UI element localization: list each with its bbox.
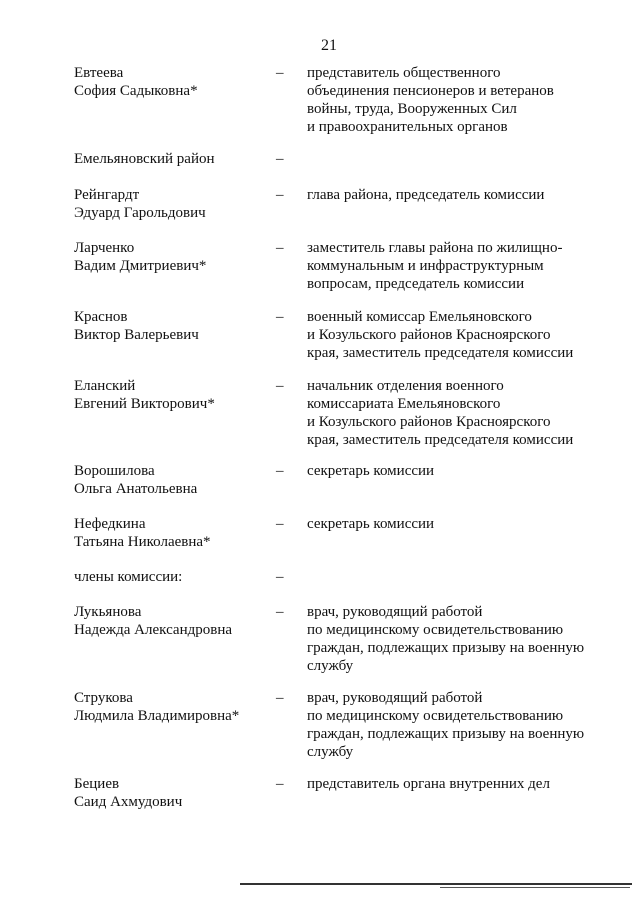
member-role-line: военный комиссар Емельяновского <box>307 309 532 325</box>
scan-edge-line <box>440 887 630 888</box>
scan-edge-line <box>240 883 632 885</box>
member-role-line: начальник отделения военного <box>307 378 504 394</box>
member-name <box>74 515 274 551</box>
member-role-line: заместитель главы района по жилищно- <box>307 240 563 256</box>
member-role <box>307 308 607 362</box>
separator-dash: – <box>276 65 284 81</box>
member-name-line: Ворошилова <box>74 463 155 479</box>
member-name-line: Краснов <box>74 309 128 325</box>
member-name <box>74 462 274 498</box>
member-name <box>74 64 274 100</box>
member-role-line: и правоохранительных органов <box>307 119 508 135</box>
member-role <box>307 377 607 449</box>
member-name-line: Надежда Александровна <box>74 622 232 638</box>
member-role-line: врач, руководящий работой <box>307 690 483 706</box>
member-role <box>307 186 607 204</box>
member-role-line: службу <box>307 744 354 760</box>
member-name-line: Евтеева <box>74 65 124 81</box>
member-role-line: секретарь комиссии <box>307 516 435 532</box>
member-name-line: Саид Ахмудович <box>74 794 183 810</box>
member-name-line: Вадим Дмитриевич* <box>74 258 207 274</box>
member-name <box>74 603 274 639</box>
member-role <box>307 462 607 480</box>
members-heading <box>74 568 274 586</box>
member-role <box>307 64 607 136</box>
member-role-line: по медицинскому освидетельствованию <box>307 622 564 638</box>
member-role-line: края, заместитель председателя комиссии <box>307 432 574 448</box>
member-name-line: София Садыковна* <box>74 83 198 99</box>
district-name <box>74 150 274 168</box>
member-role-line: комиссариата Емельяновского <box>307 396 501 412</box>
separator-dash: – <box>276 151 284 167</box>
member-role <box>307 775 607 793</box>
member-name-line: Эдуард Гарольдович <box>74 205 206 221</box>
separator-dash: – <box>276 516 284 532</box>
member-role-line: представитель общественного <box>307 65 501 81</box>
member-name <box>74 689 274 725</box>
member-role-line: службу <box>307 658 354 674</box>
page-number: 21 <box>321 37 337 54</box>
member-role-line: края, заместитель председателя комиссии <box>307 345 574 361</box>
member-role-line: глава района, председатель комиссии <box>307 187 545 203</box>
member-role-line: вопросам, председатель комиссии <box>307 276 525 292</box>
separator-dash: – <box>276 776 284 792</box>
member-role <box>307 689 607 761</box>
member-name-line: Нефедкина <box>74 516 146 532</box>
member-name-line: Лукьянова <box>74 604 142 620</box>
member-name-line: Еланский <box>74 378 136 394</box>
separator-dash: – <box>276 690 284 706</box>
member-name <box>74 239 274 275</box>
member-role-line: по медицинскому освидетельствованию <box>307 708 564 724</box>
member-role-line: врач, руководящий работой <box>307 604 483 620</box>
member-role <box>307 603 607 675</box>
separator-dash: – <box>276 463 284 479</box>
member-name-line: Татьяна Николаевна* <box>74 534 211 550</box>
member-name-line: Бециев <box>74 776 120 792</box>
separator-dash: – <box>276 378 284 394</box>
separator-dash: – <box>276 187 284 203</box>
member-name <box>74 775 274 811</box>
member-name-line: Виктор Валерьевич <box>74 327 199 343</box>
member-role-line: представитель органа внутренних дел <box>307 776 550 792</box>
separator-dash: – <box>276 309 284 325</box>
member-role-line: граждан, подлежащих призыву на военную <box>307 640 585 656</box>
member-name-line: Евгений Викторович* <box>74 396 215 412</box>
separator-dash: – <box>276 604 284 620</box>
separator-dash: – <box>276 240 284 256</box>
member-name <box>74 308 274 344</box>
member-role-line: секретарь комиссии <box>307 463 435 479</box>
member-role-line: войны, труда, Вооруженных Сил <box>307 101 517 117</box>
member-name-line: Рейнгардт <box>74 187 140 203</box>
member-role-line: и Козульского районов Красноярского <box>307 327 551 343</box>
member-role-line: граждан, подлежащих призыву на военную <box>307 726 585 742</box>
separator-dash: – <box>276 569 284 585</box>
member-role <box>307 239 607 293</box>
member-role-line: объединения пенсионеров и ветеранов <box>307 83 554 99</box>
member-name-line: Людмила Владимировна* <box>74 708 240 724</box>
member-name-line: Струкова <box>74 690 133 706</box>
member-name <box>74 186 274 222</box>
member-name-line: Ларченко <box>74 240 135 256</box>
members-heading-line: члены комиссии: <box>74 569 183 585</box>
member-role-line: и Козульского районов Красноярского <box>307 414 551 430</box>
member-name <box>74 377 274 413</box>
member-name-line: Ольга Анатольевна <box>74 481 198 497</box>
member-role <box>307 515 607 533</box>
member-role-line: коммунальным и инфраструктурным <box>307 258 544 274</box>
district-name-line: Емельяновский район <box>74 151 215 167</box>
